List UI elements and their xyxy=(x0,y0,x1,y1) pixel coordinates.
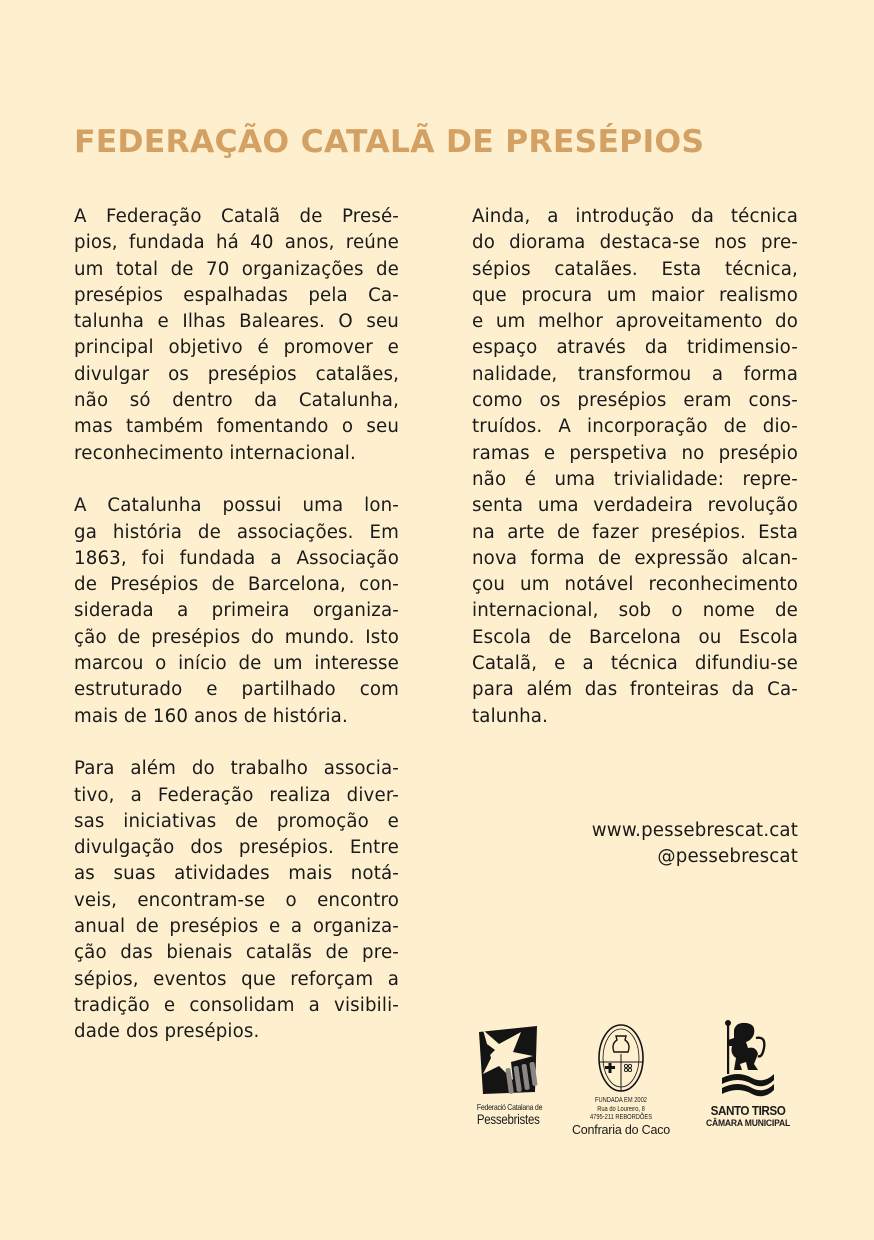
postal-code-text: 4795-211 REBORDÕES xyxy=(589,1114,653,1121)
logo-caption: Federació Catalana de xyxy=(476,1102,543,1112)
social-handle[interactable]: @pessebrescat xyxy=(657,846,798,868)
text-line: sépios catalães. Esta técnica, xyxy=(472,258,798,280)
clay-pot-seal-icon xyxy=(596,1022,646,1094)
text-line: presépios espalhadas pela Ca- xyxy=(74,284,399,306)
text-line: para além das fronteiras da Ca- xyxy=(472,679,798,701)
star-hand-icon xyxy=(473,1022,543,1098)
text-line: mais de 160 anos de história. xyxy=(74,705,348,727)
text-line: não só dentro da Catalunha, xyxy=(74,390,399,412)
text-line: sépios, eventos que reforçam a xyxy=(74,968,399,990)
text-line: que procura um maior realismo xyxy=(472,284,798,306)
text-line: reconhecimento internacional. xyxy=(74,442,356,464)
text-line: ramas e perspetiva no presépio xyxy=(472,442,798,464)
text-line: Catalã, e a técnica difundiu-se xyxy=(472,653,798,675)
text-line: de Presépios de Barcelona, con- xyxy=(74,574,399,596)
page-title: FEDERAÇÃO CATALÃ DE PRESÉPIOS xyxy=(74,124,705,160)
text-line: ção de presépios do mundo. Isto xyxy=(74,626,399,648)
paragraph-activities xyxy=(74,756,399,1045)
text-line: nalidade, transformou a forma xyxy=(472,363,798,385)
left-column xyxy=(74,204,399,1072)
text-line: pios, fundada há 40 anos, reúne xyxy=(74,232,399,254)
text-line: siderada a primeira organiza- xyxy=(74,600,399,622)
text-line: ção das bienais catalãs de pre- xyxy=(74,942,399,964)
text-line: senta uma verdadeira revolução xyxy=(472,495,798,517)
text-line: internacional, sob o nome de xyxy=(472,600,798,622)
text-line: divulgar os presépios catalães, xyxy=(74,363,399,385)
text-line: Para além do trabalho associa- xyxy=(74,758,399,780)
logo-caption: Confraria do Caco xyxy=(571,1122,671,1137)
text-line: tradição e consolidam a visibili- xyxy=(74,994,399,1016)
text-line: talunha e Ilhas Baleares. O seu xyxy=(74,311,399,333)
text-line: principal objetivo é promover e xyxy=(74,337,399,359)
founding-text: FUNDADA EM 2002 xyxy=(594,1097,647,1104)
text-line: anual de presépios e a organiza- xyxy=(74,916,399,938)
text-line: e um melhor aproveitamento do xyxy=(472,311,798,333)
contacts xyxy=(472,818,798,871)
text-line: Ainda, a introdução da técnica xyxy=(472,206,798,227)
logo-caption: Pessebristes xyxy=(476,1111,540,1127)
text-line: A Federação Catalã de Presé- xyxy=(74,206,399,227)
text-line: veis, encontram-se o encontro xyxy=(74,889,399,911)
right-column xyxy=(472,204,798,756)
logo-caption: SANTO TIRSO xyxy=(710,1103,786,1118)
text-line: talunha. xyxy=(472,705,549,727)
text-line: não é uma trivialidade: repre- xyxy=(472,468,798,490)
sponsor-logos xyxy=(470,1022,805,1142)
text-line: çou um notável reconhecimento xyxy=(472,574,798,596)
text-line: Escola de Barcelona ou Escola xyxy=(472,626,798,648)
text-line: como os presépios eram cons- xyxy=(472,390,798,412)
text-line: nova forma de expressão alcan- xyxy=(472,547,798,569)
text-line: dade dos presépios. xyxy=(74,1021,260,1043)
address-text: Rua do Loureiro, 8 xyxy=(597,1105,645,1113)
paragraph-federation-intro xyxy=(74,204,399,467)
website-link[interactable]: www.pessebrescat.cat xyxy=(591,820,798,841)
paragraph-diorama xyxy=(472,204,798,730)
text-line: as suas atividades mais notá- xyxy=(74,863,399,885)
lion-staff-waves-icon xyxy=(718,1018,778,1102)
text-line: na arte de fazer presépios. Esta xyxy=(472,521,798,543)
text-line: sas iniciativas de promoção e xyxy=(74,810,399,832)
logo-confraria-do-caco xyxy=(566,1022,676,1137)
logo-subtitle: CÂMARA MUNICIPAL xyxy=(705,1118,791,1129)
text-line: do diorama destaca-se nos pre- xyxy=(472,232,798,254)
text-line: marcou o início de um interesse xyxy=(74,653,399,675)
text-line: tivo, a Federação realiza diver- xyxy=(74,784,399,806)
text-line: um total de 70 organizações de xyxy=(74,258,399,280)
logo-federacio-catalana-pessebristes xyxy=(470,1022,546,1127)
text-line: mas também fomentando o seu xyxy=(74,416,399,438)
text-line: estruturado e partilhado com xyxy=(74,679,399,701)
text-line: ga história de associações. Em xyxy=(74,521,399,543)
logo-santo-tirso xyxy=(692,1022,804,1129)
text-line: espaço através da tridimensio- xyxy=(472,337,798,359)
paragraph-history xyxy=(74,493,399,730)
text-line: 1863, foi fundada a Associação xyxy=(74,547,399,569)
text-line: A Catalunha possui uma lon- xyxy=(74,495,399,517)
text-line: divulgação dos presépios. Entre xyxy=(74,837,399,859)
text-line: truídos. A incorporação de dio- xyxy=(472,416,798,438)
